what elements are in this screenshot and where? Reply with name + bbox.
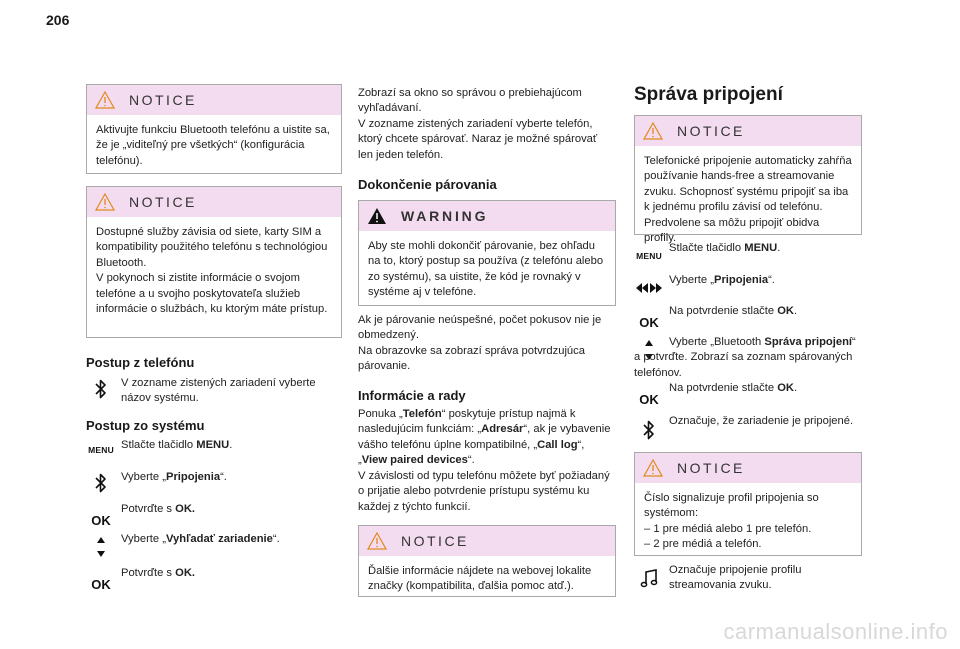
info-text-2: V závislosti od typu telefónu môžete byť požiadaný o prijatie alebo potvrdenie prístupu systému ku každej z týchto funkcií. bbox=[358, 470, 610, 513]
notice-title: NOTICE bbox=[401, 533, 469, 549]
menu-icon: MENU bbox=[636, 251, 662, 262]
heading-phone-procedure: Postup z telefónu bbox=[86, 355, 195, 370]
notice-header bbox=[635, 453, 861, 483]
step-text: Potvrďte s OK. bbox=[121, 567, 196, 579]
ok-icon: OK bbox=[639, 392, 659, 408]
ok-icon: OK bbox=[91, 577, 111, 593]
watermark: carmanualsonline.info bbox=[723, 619, 948, 644]
heading-info-tips: Informácie a rady bbox=[358, 388, 466, 403]
notice-title: NOTICE bbox=[677, 123, 745, 139]
step-text: Vyberte „Pripojenia“. bbox=[669, 274, 775, 286]
step-text: Stlačte tlačidlo MENU. bbox=[669, 242, 781, 254]
step-connected bbox=[634, 414, 862, 444]
step-text: Na potvrdenie stlačte OK. bbox=[669, 305, 798, 317]
notice-text bbox=[87, 217, 341, 325]
step-text: Vyberte „Bluetooth Správa pripojení“ a potvrďte. Zobrazí sa zoznam spárovaných telefónov. bbox=[634, 336, 856, 379]
notice-title: NOTICE bbox=[677, 460, 745, 476]
step-menu bbox=[634, 241, 862, 267]
left-right-arrows-icon bbox=[634, 275, 664, 301]
notice-line: Číslo signalizuje profil pripojenia so systémom: bbox=[644, 492, 819, 520]
step-text: Na potvrdenie stlačte OK. bbox=[669, 382, 798, 394]
warning-triangle-icon bbox=[95, 193, 115, 211]
step-confirm-ok bbox=[86, 502, 342, 528]
notice-box-website bbox=[358, 525, 616, 597]
notice-text: Telefonické pripojenie automaticky zahŕňa používanie hands-free a streamovanie zvuku. Schopnosť systému pripojiť sa iba k jednému profilu závisí od telefónu. Predvolene sa môžu pripojiť obidva profily. bbox=[644, 155, 852, 245]
step-text: Označuje, že zariadenie je pripojené. bbox=[669, 415, 854, 427]
notice-header bbox=[87, 85, 341, 115]
step-text: Stlačte tlačidlo MENU. bbox=[121, 439, 233, 451]
notice-text: Ďalšie informácie nájdete na webovej lokalite značky (kompatibilita, ďalšia pomoc atď.). bbox=[368, 565, 592, 593]
step-text: Vyberte „Pripojenia“. bbox=[121, 471, 227, 483]
warning-triangle-icon bbox=[643, 122, 663, 140]
step-text: Vyberte „Vyhľadať zariadenie“. bbox=[121, 533, 280, 545]
step-confirm-ok bbox=[634, 304, 862, 330]
page-number: 206 bbox=[46, 12, 70, 28]
step-text: Označuje pripojenie profilu streamovania zvuku. bbox=[669, 564, 802, 592]
notice-line: – 2 pre médiá a telefón. bbox=[644, 538, 762, 551]
step-confirm-ok bbox=[86, 566, 342, 592]
pairing-failed-text: Ak je párovanie neúspešné, počet pokusov nie je obmedzený. bbox=[358, 314, 602, 342]
bluetooth-icon bbox=[86, 470, 116, 496]
notice-line: – 1 pre médiá alebo 1 pre telefón. bbox=[644, 522, 812, 535]
notice-header bbox=[87, 187, 341, 217]
bluetooth-icon bbox=[634, 417, 664, 443]
search-window-text: Zobrazí sa okno so správou o prebiehajúcom vyhľadávaní. bbox=[358, 87, 582, 115]
notice-box-bluetooth bbox=[86, 84, 342, 174]
menu-icon: MENU bbox=[88, 445, 114, 456]
heading-system-procedure: Postup zo systému bbox=[86, 418, 205, 433]
heading-finish-pairing: Dokončenie párovania bbox=[358, 177, 497, 192]
ok-icon: OK bbox=[639, 315, 659, 331]
step-manage-connections bbox=[634, 335, 862, 381]
notice-box-services bbox=[86, 186, 342, 338]
step-text: Potvrďte s OK. bbox=[121, 503, 196, 515]
warning-header bbox=[359, 201, 615, 231]
step-connections bbox=[634, 273, 862, 299]
notice-title: NOTICE bbox=[129, 194, 197, 210]
pairing-confirm-text: Na obrazovke sa zobrazí správa potvrdzujúca párovanie. bbox=[358, 345, 585, 373]
step-menu bbox=[86, 438, 342, 464]
step-phone bbox=[86, 376, 342, 408]
notice-box-profile-number bbox=[634, 452, 862, 556]
heading-connection-management: Správa pripojení bbox=[634, 84, 783, 105]
warning-triangle-icon bbox=[95, 91, 115, 109]
music-note-icon bbox=[634, 566, 664, 592]
notice-text bbox=[635, 483, 861, 561]
bluetooth-icon bbox=[86, 376, 116, 402]
info-text: Ponuka „Telefón“ poskytuje prístup najmä k nasledujúcim funkciám: „Adresár“, ak je vybavenie vášho telefónu úplne kompatibilné, „Call log“, „View paired devices“. bbox=[358, 408, 611, 467]
step-connections bbox=[86, 470, 342, 496]
notice-paragraph: Dostupné služby závisia od siete, karty SIM a kompatibility použitého telefónu s technológiou Bluetooth. bbox=[96, 226, 328, 269]
step-confirm-ok bbox=[634, 381, 862, 407]
select-phone-text: V zozname zistených zariadení vyberte telefón, ktorý chcete spárovať. Naraz je možné spárovať len jeden telefón. bbox=[358, 118, 598, 161]
notice-paragraph: V pokynoch si zistite informácie o svojom telefóne a u svojho poskytovateľa služieb informácie o službách, ku ktorým máte prístup. bbox=[96, 272, 328, 316]
warning-text: Aby ste mohli dokončiť párovanie, bez ohľadu na to, ktorý postup sa používa (z telefónu alebo zo systému), sa uistite, že kód je rovnaký v systéme aj v telefóne. bbox=[368, 240, 604, 299]
step-text: V zozname zistených zariadení vyberte názov systému. bbox=[121, 377, 316, 405]
notice-text: Aktivujte funkciu Bluetooth telefónu a uistite sa, že je „viditeľný pre všetkých“ (konfigurácia telefónu). bbox=[96, 124, 330, 167]
notice-header bbox=[359, 526, 615, 556]
notice-header bbox=[635, 116, 861, 146]
warning-triangle-icon bbox=[367, 532, 387, 550]
step-audio-streaming bbox=[634, 563, 862, 595]
notice-title: NOTICE bbox=[129, 92, 197, 108]
ok-icon: OK bbox=[91, 513, 111, 529]
notice-box-profiles bbox=[634, 115, 862, 245]
up-down-arrows-icon bbox=[86, 532, 116, 562]
warning-triangle-icon bbox=[643, 459, 663, 477]
warning-title: WARNING bbox=[401, 208, 489, 224]
step-search-device bbox=[86, 532, 342, 562]
warning-triangle-icon bbox=[367, 207, 387, 225]
warning-box bbox=[358, 200, 616, 306]
